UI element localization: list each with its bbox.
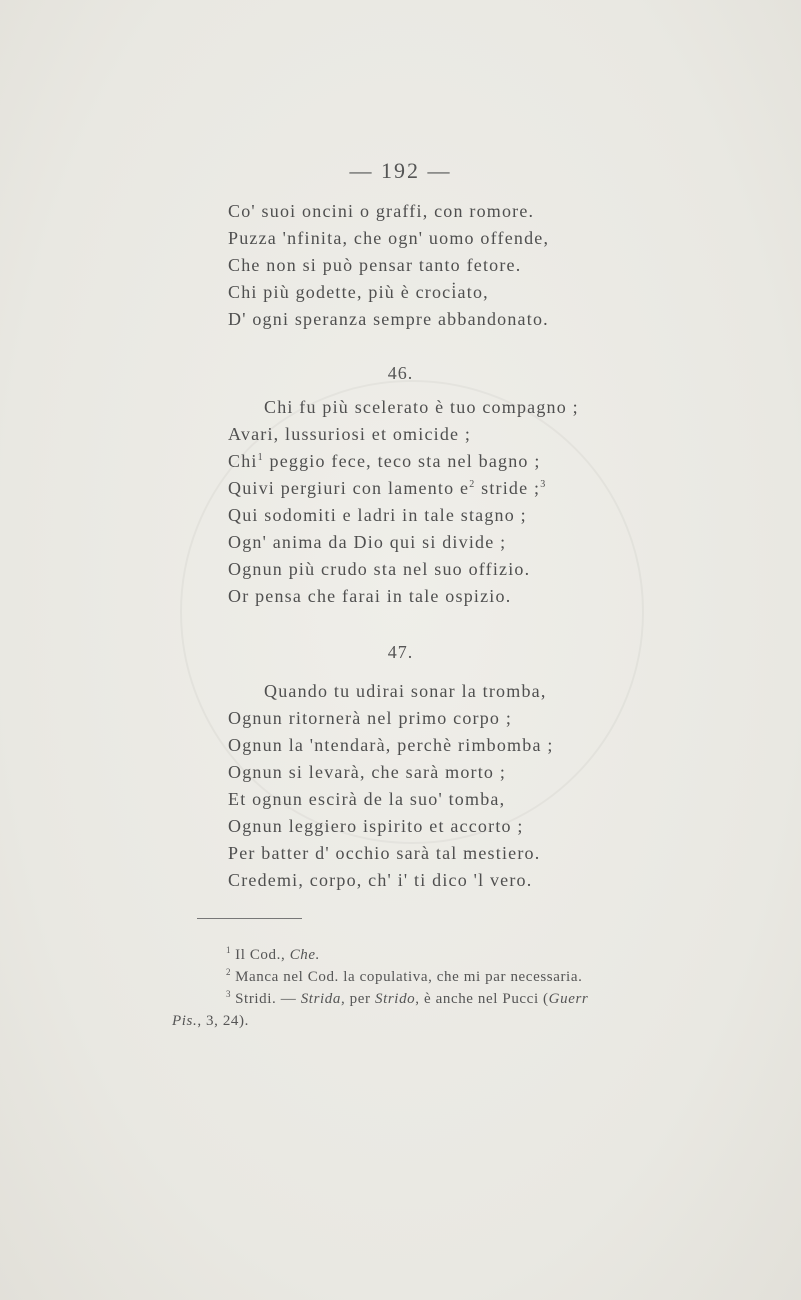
verse-line: Che non si può pensar tanto fetore. [228,255,522,275]
page-number: — 192 — [349,158,452,183]
footnote-2 [198,966,688,988]
footnote-text: Stridi. — [235,991,301,1007]
stanza-46 [228,394,579,610]
footnote-text: Il Cod., [235,947,290,963]
verse-line: Qui sodomiti e ladri in tale stagno ; [228,505,527,525]
stanza-47 [228,678,554,894]
footnote-mark: 1 [226,945,232,955]
stanza-number-47: 47. [387,642,414,662]
verse-line: Co' suoi oncini o graffi, con romore. [228,201,535,221]
footnote-text: , 3, 24). [197,1013,249,1029]
verse-line: Ognun ritornerà nel primo corpo ; [228,708,513,728]
verse-line: Ognun la 'ntendarà, perchè rimbomba ; [228,735,554,755]
footnote-italic: Guerr [548,991,589,1007]
footnote-mark: 3 [226,989,232,999]
footnote-mark: 2 [226,967,232,977]
verse-line: Ogn' anima da Dio qui si divide ; [228,532,507,552]
footnote-3-continuation [172,1010,688,1032]
verse-line: Chi fu più scelerato è tuo compagno ; [264,397,579,417]
footnote-text: , è anche nel Pucci ( [415,991,549,1007]
footnote-italic: Strido [375,991,416,1007]
verse-line: Per batter d' occhio sarà tal mestiero. [228,843,541,863]
footnote-separator [197,918,302,919]
verse-line: Credemi, corpo, ch' i' ti dico 'l vero. [228,870,533,890]
verse-line [228,448,579,475]
verse-line: Puzza 'nfinita, che ogn' uomo offende, [228,228,550,248]
footnotes [172,944,688,1032]
footnote-1 [198,944,688,966]
verse-line [228,475,579,502]
verse-line: Ognun leggiero ispirito et accorto ; [228,816,524,836]
footnote-text: Manca nel Cod. la copulativa, che mi par necessaria. [235,969,583,985]
verse-line: Chi più godette, più è croci̇ato, [228,282,489,302]
verse-line: Or pensa che farai in tale ospizio. [228,586,512,606]
verse-text: peggio fece, teco sta nel bagno ; [263,451,541,471]
footnote-italic: Pis. [172,1013,198,1029]
verse-line: D' ogni speranza sempre abbandonato. [228,309,549,329]
footnote-3 [198,988,688,1010]
footnote-italic: Strida [300,991,341,1007]
verse-line: Avari, lussuriosi et omicide ; [228,424,472,444]
verse-line: Et ognun escirà de la suo' tomba, [228,789,506,809]
stanza-45-end [228,198,549,333]
verse-line: Quando tu udirai sonar la tromba, [264,681,547,701]
footnote-text: , per [340,991,375,1007]
verse-line: Ognun più crudo sta nel suo offizio. [228,559,531,579]
footnote-ref: 1 [257,452,264,463]
stanza-number-46: 46. [387,363,414,383]
footnote-italic: Che. [289,947,321,963]
verse-text: stride ; [475,478,541,498]
footnote-ref: 3 [540,479,547,490]
verse-line: Ognun si levarà, che sarà morto ; [228,762,507,782]
verse-text: Quivi pergiuri con lamento e [228,478,470,498]
verse-text: Chi [228,451,258,471]
footnote-ref: 2 [469,479,476,490]
